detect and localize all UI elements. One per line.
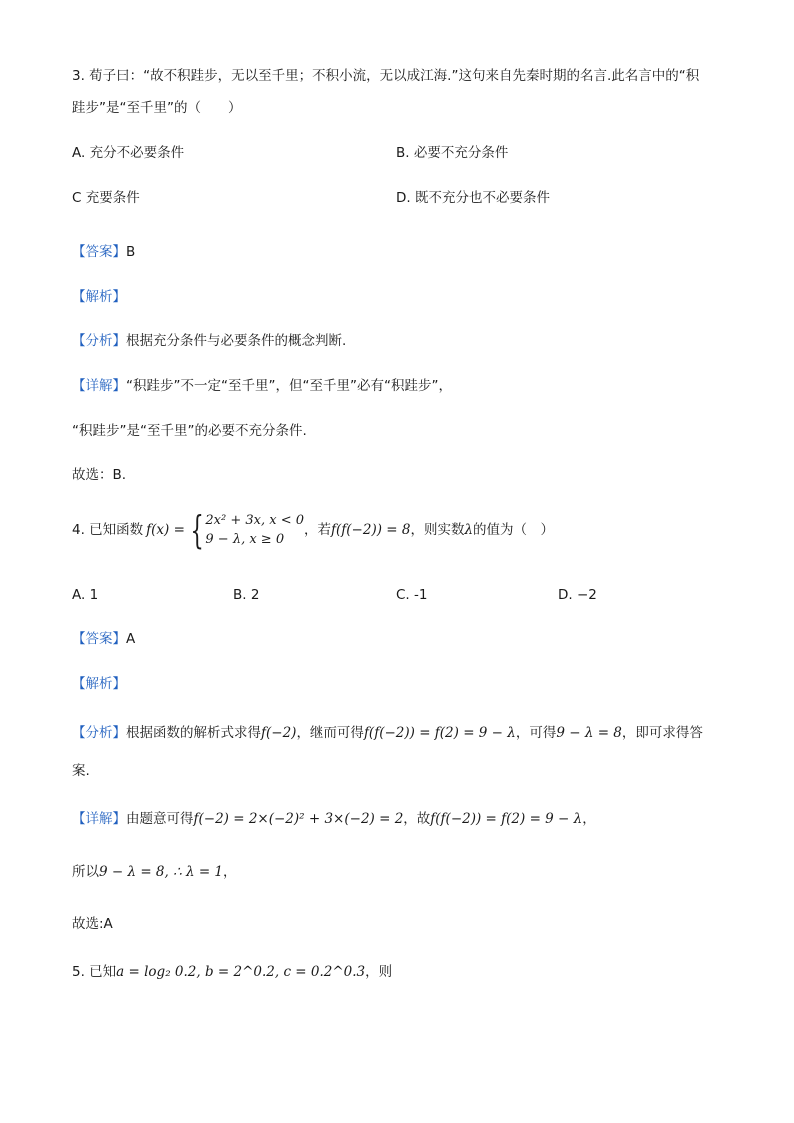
q3-analysis-heading: 【解析】 bbox=[72, 289, 126, 305]
q4-fenxi-line1: 【分析】根据函数的解析式求得f(−2)，继而可得f(f(−2)) = f(2) = 9 − λ，可得9 − λ = 8，即可求得答 bbox=[72, 725, 703, 741]
q4-option-a: A. 1 bbox=[72, 587, 99, 603]
q4-brace: { bbox=[190, 508, 204, 552]
q4-answer: 【答案】A bbox=[72, 631, 136, 647]
q3-option-b: B. 必要不充分条件 bbox=[396, 145, 509, 161]
q4-option-b: B. 2 bbox=[233, 587, 260, 603]
q4-fenxi-line2: 案. bbox=[72, 763, 90, 779]
q3-option-a: A. 充分不必要条件 bbox=[72, 145, 185, 161]
q4-xiangjie: 【详解】由题意可得f(−2) = 2×(−2)² + 3×(−2) = 2，故f(f(−2)) = f(2) = 9 − λ， bbox=[72, 811, 596, 827]
q4-analysis-heading: 【解析】 bbox=[72, 676, 126, 692]
q3-answer: 【答案】B bbox=[72, 244, 136, 260]
answer-tag: 【答案】 bbox=[72, 244, 126, 260]
q5-stem: 5. 已知a = log₂ 0.2, b = 2^0.2, c = 0.2^0.3，则 bbox=[72, 964, 393, 980]
q3-option-d: D. 既不充分也不必要条件 bbox=[396, 190, 550, 206]
q4-suoyi: 所以9 − λ = 8, ∴ λ = 1， bbox=[72, 864, 237, 880]
q3-stem-line1: 3. 荀子曰：“故不积跬步，无以至千里；不积小流，无以成江海.”这句来自先秦时期的名言.此名言中的“积 bbox=[72, 68, 700, 84]
q3-stem-line2: 跬步”是“至千里”的（ ） bbox=[72, 100, 242, 116]
q3-choose: 故选：B. bbox=[72, 467, 127, 483]
q3-option-c: C 充要条件 bbox=[72, 190, 140, 206]
fenxi-tag: 【分析】 bbox=[72, 333, 126, 349]
q3-fenxi: 【分析】根据充分条件与必要条件的概念判断. bbox=[72, 333, 347, 349]
q4-f-of-x: f(x) = bbox=[146, 522, 185, 538]
q3-xiangjie-line1: 【详解】“积跬步”不一定“至千里”，但“至千里”必有“积跬步”， bbox=[72, 378, 452, 394]
xiangjie-tag: 【详解】 bbox=[72, 378, 126, 394]
q4-option-d: D. −2 bbox=[558, 587, 597, 603]
q4-stem: 4. 已知函数 f(x) = { 2x² + 3x, x < 0 9 − λ, x ≥ 0 ，若f(f(−2)) = 8，则实数λ的值为（ ） bbox=[72, 508, 555, 552]
q4-piecewise: 2x² + 3x, x < 0 9 − λ, x ≥ 0 bbox=[205, 513, 305, 547]
q3-xiangjie-line2: “积跬步”是“至千里”的必要不充分条件. bbox=[72, 423, 307, 439]
q4-option-c: C. -1 bbox=[396, 587, 428, 603]
q4-choose: 故选:A bbox=[72, 916, 113, 932]
